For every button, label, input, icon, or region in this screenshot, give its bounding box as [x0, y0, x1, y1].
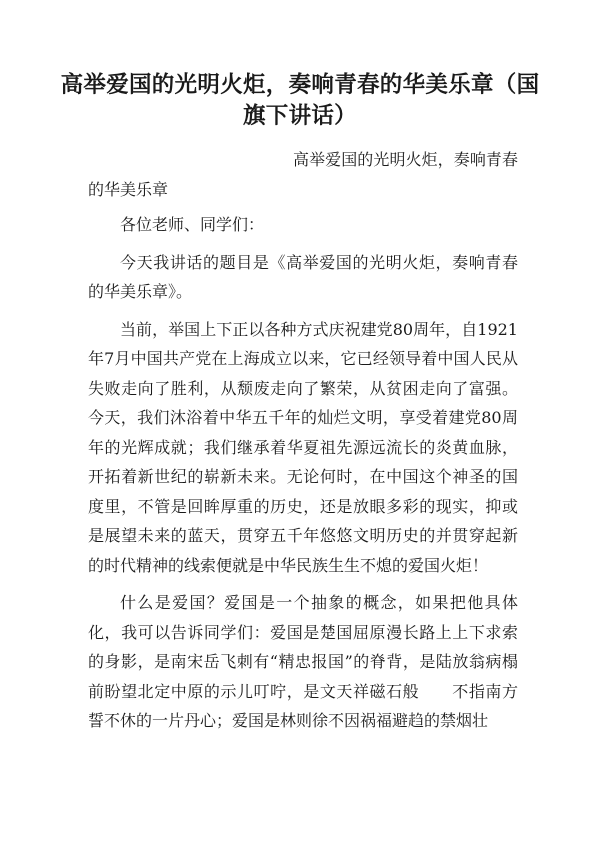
paragraph-2: 当前，举国上下正以各种方式庆祝建党80周年，自1921年7月中国共产党在上海成立以来，它已经领导着中国人民从失败走向了胜利，从颓废走向了繁荣，从贫困走向了富强。今天，我们沐浴着中华五千年的灿烂文明，享受着建党80周年的光辉成就；我们继承着华夏祖先源远流长的炎黄血脉，开拓着新世纪的崭新未来。无论何时，在中国这个神圣的国度里，不管是回眸厚重的历史，还是放眼多彩的现实，抑或是展望未来的蓝天，贯穿五千年悠悠文明历史的并贯穿起新的时代精神的线索便就是中华民族生生不熄的爱国火炬！	[88, 319, 518, 575]
document-title: 高举爱国的光明火炬，奏响青春的华美乐章（国旗下讲话）	[60, 72, 540, 129]
document-body	[88, 145, 518, 744]
document-subtitle: 高举爱国的光明火炬，奏响青春的华美乐章	[88, 150, 518, 199]
paragraph-1: 今天我讲话的题目是《高举爱国的光明火炬，奏响青春的华美乐章》。	[88, 252, 518, 301]
paragraph-3: 什么是爱国？爱国是一个抽象的概念，如果把他具体化，我可以告诉同学们：爱国是楚国屈原漫长路上上下求索的身影，是南宋岳飞刺有“精忠报国”的脊背，是陆放翁病榻前盼望北定中原的示儿叮咛，是文天祥磁石般 不指南方誓不休的一片丹心；爱国是林则徐不因祸福避趋的禁烟壮	[88, 593, 518, 730]
greeting: 各位老师、同学们：	[120, 215, 265, 234]
